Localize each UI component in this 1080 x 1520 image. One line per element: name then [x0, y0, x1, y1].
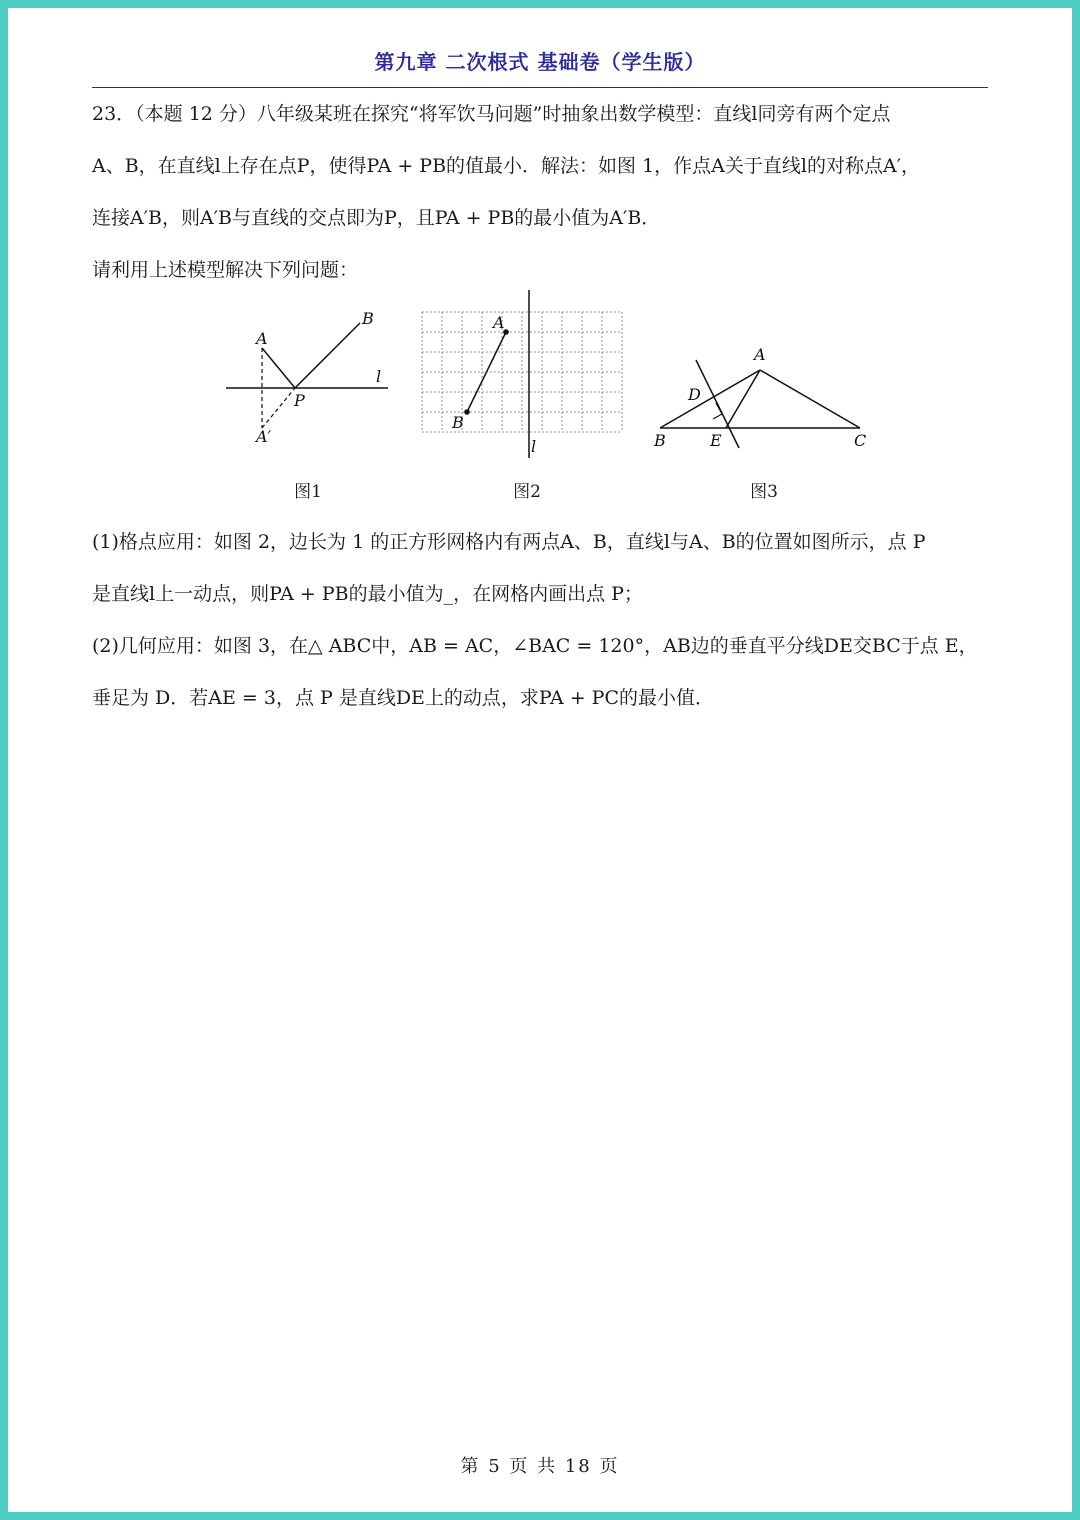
problem-line-3: 连接A′B，则A′B与直线的交点即为P，且PA + PB的最小值为A′B． — [92, 207, 661, 229]
question-2-line-2: 垂足为 D．若AE = 3，点 P 是直线DE上的动点，求PA + PC的最小值． — [92, 687, 715, 709]
fig3-side-ab — [660, 370, 760, 428]
page-footer: 第 5 页 共 18 页 — [460, 1456, 620, 1477]
fig1-segment-ap — [262, 348, 295, 388]
question-2-line-1: (2)几何应用：如图 3，在△ ABC中，AB = AC，∠BAC = 120°，AB边的垂直平分线DE交BC于点 E， — [92, 635, 978, 657]
figure-3 — [654, 308, 874, 502]
figures-row — [92, 308, 988, 508]
fig3-segment-ae — [726, 370, 760, 428]
fig1-label-l: l — [376, 367, 382, 386]
fig2-label-l: l — [531, 437, 537, 456]
fig1-segment-pb — [295, 323, 360, 388]
fig3-label-d: D — [688, 385, 701, 404]
figure-1 — [218, 308, 398, 502]
figure-2 — [422, 308, 632, 502]
fig3-label-c: C — [854, 431, 867, 450]
question-1 — [92, 522, 988, 626]
problem-line-2: A、B，在直线l上存在点P，使得PA + PB的值最小．解法：如图 1，作点A关于直线l的对称点A′， — [92, 155, 921, 177]
fig2-point-b — [464, 409, 470, 415]
fig3-label-b: B — [654, 431, 666, 450]
fig3-right-angle-mark — [713, 403, 722, 419]
question-1-line-2: 是直线l上一动点，则PA + PB的最小值为_，在网格内画出点 P； — [92, 583, 643, 605]
figure-1-caption: 图1 — [294, 482, 322, 502]
fig3-label-a: A — [754, 345, 766, 364]
header-rule — [92, 87, 988, 88]
page-header-title: 第九章 二次根式 基础卷（学生版） — [374, 50, 706, 74]
figure-3-caption: 图3 — [750, 482, 778, 502]
fig1-segment-aprime-p — [262, 388, 295, 428]
fig1-label-p: P — [294, 391, 305, 410]
problem-line-1: 23．（本题 12 分）八年级某班在探究“将军饮马问题”时抽象出数学模型：直线l同旁有两个定点 — [92, 103, 891, 125]
fig2-segment-ab — [467, 332, 506, 412]
fig1-label-a: A — [256, 329, 268, 348]
fig1-label-aprime: A′ — [256, 427, 272, 446]
fig3-label-e: E — [710, 431, 722, 450]
figure-3-drawing — [654, 308, 874, 478]
fig1-label-b: B — [362, 309, 374, 328]
fig3-side-ac — [760, 370, 860, 428]
figure-1-drawing — [218, 308, 398, 478]
fig2-label-a: A — [493, 313, 505, 332]
figure-2-drawing — [422, 308, 632, 478]
question-1-line-1: (1)格点应用：如图 2，边长为 1 的正方形网格内有两点A、B，直线l与A、B的位置如图所示，点 P — [92, 531, 926, 553]
fig2-label-b: B — [452, 413, 464, 432]
problem-line-4: 请利用上述模型解决下列问题： — [92, 259, 359, 281]
figure-2-caption: 图2 — [513, 482, 541, 502]
problem-content — [92, 94, 988, 730]
question-2 — [92, 626, 988, 730]
